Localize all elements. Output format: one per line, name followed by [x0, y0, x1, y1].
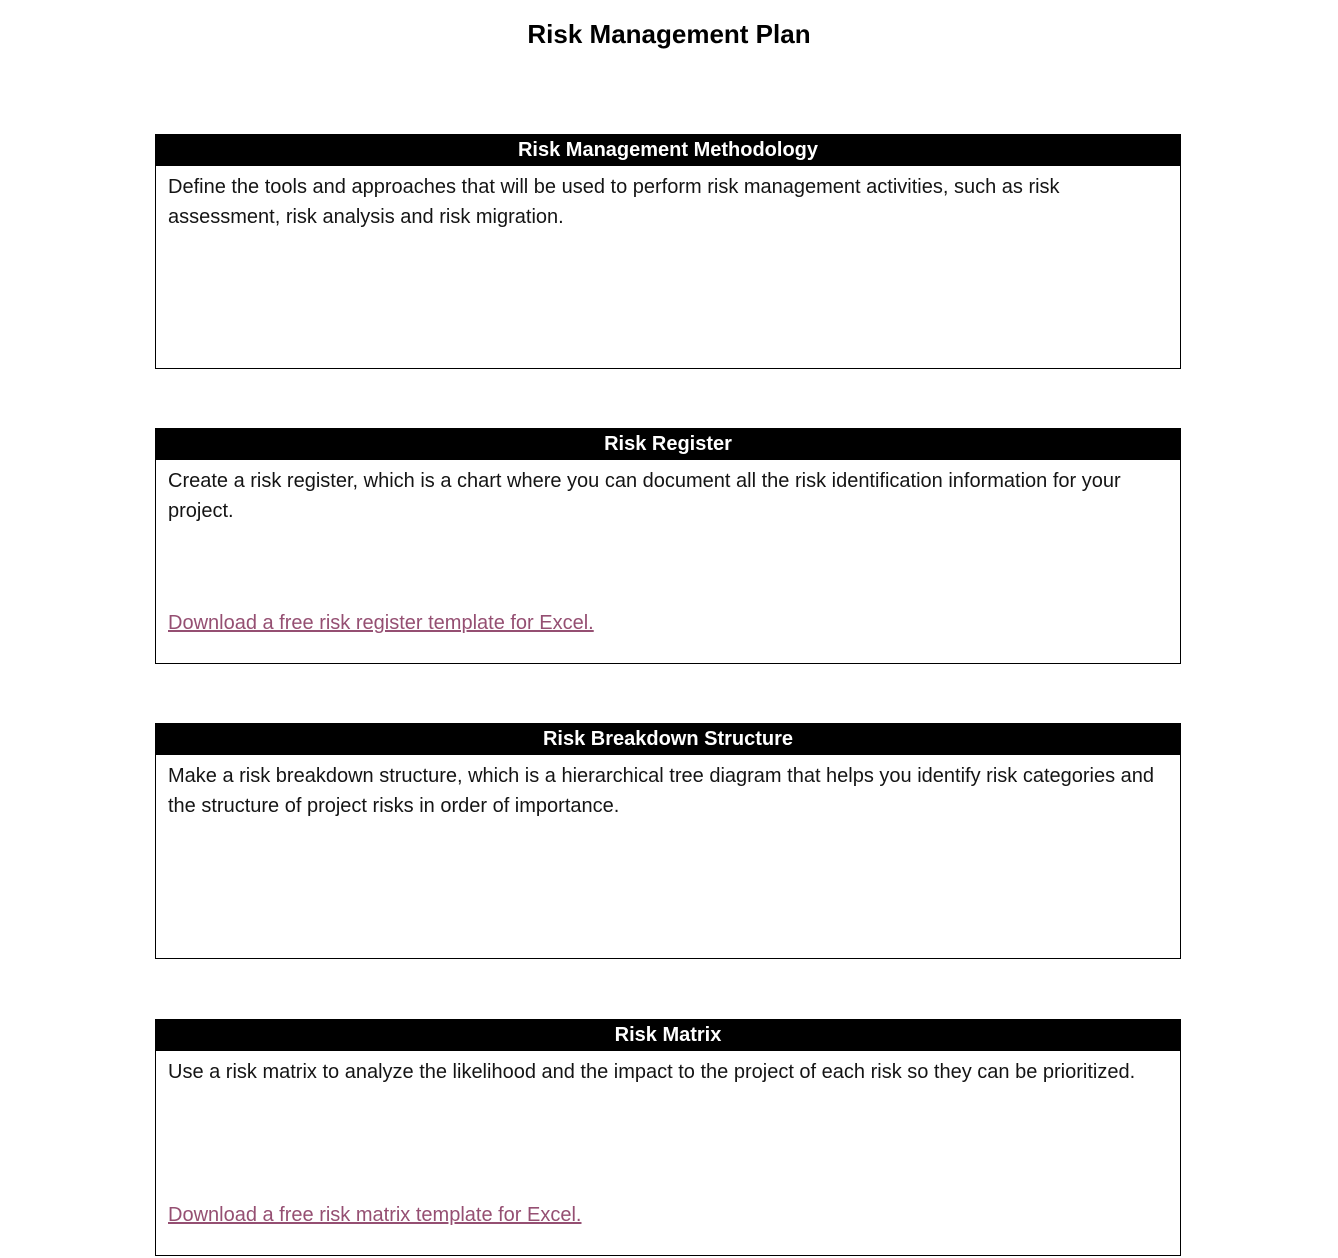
section-header-risk-breakdown-structure: Risk Breakdown Structure	[156, 724, 1180, 755]
section-header-risk-management-methodology: Risk Management Methodology	[156, 135, 1180, 166]
section-header-risk-register: Risk Register	[156, 429, 1180, 460]
section-text-risk-management-methodology: Define the tools and approaches that will be used to perform risk management activities, such as risk assessment, risk analysis and risk migration.	[168, 176, 1060, 228]
download-risk-matrix-template-link[interactable]: Download a free risk matrix template for Excel.	[168, 1204, 582, 1226]
section-text-risk-breakdown-structure: Make a risk breakdown structure, which is a hierarchical tree diagram that helps you identify risk categories and the structure of project risks in order of importance.	[168, 765, 1155, 817]
section-header-risk-matrix: Risk Matrix	[156, 1020, 1180, 1051]
section-body-risk-breakdown-structure	[156, 755, 1180, 958]
section-text-risk-register: Create a risk register, which is a chart where you can document all the risk identification information for your project.	[168, 470, 1121, 522]
section-body-risk-management-methodology	[156, 166, 1180, 368]
section-text-risk-matrix: Use a risk matrix to analyze the likelihood and the impact to the project of each risk so they can be prioritized.	[168, 1061, 1136, 1083]
download-risk-register-template-link[interactable]: Download a free risk register template for Excel.	[168, 612, 594, 634]
document-page	[0, 18, 1338, 1258]
section-risk-register	[155, 428, 1181, 664]
section-risk-matrix	[155, 1019, 1181, 1256]
section-body-risk-register	[156, 460, 1180, 663]
section-risk-breakdown-structure	[155, 723, 1181, 959]
section-body-risk-matrix	[156, 1051, 1180, 1255]
section-risk-management-methodology	[155, 134, 1181, 369]
page-title: Risk Management Plan	[527, 19, 811, 49]
